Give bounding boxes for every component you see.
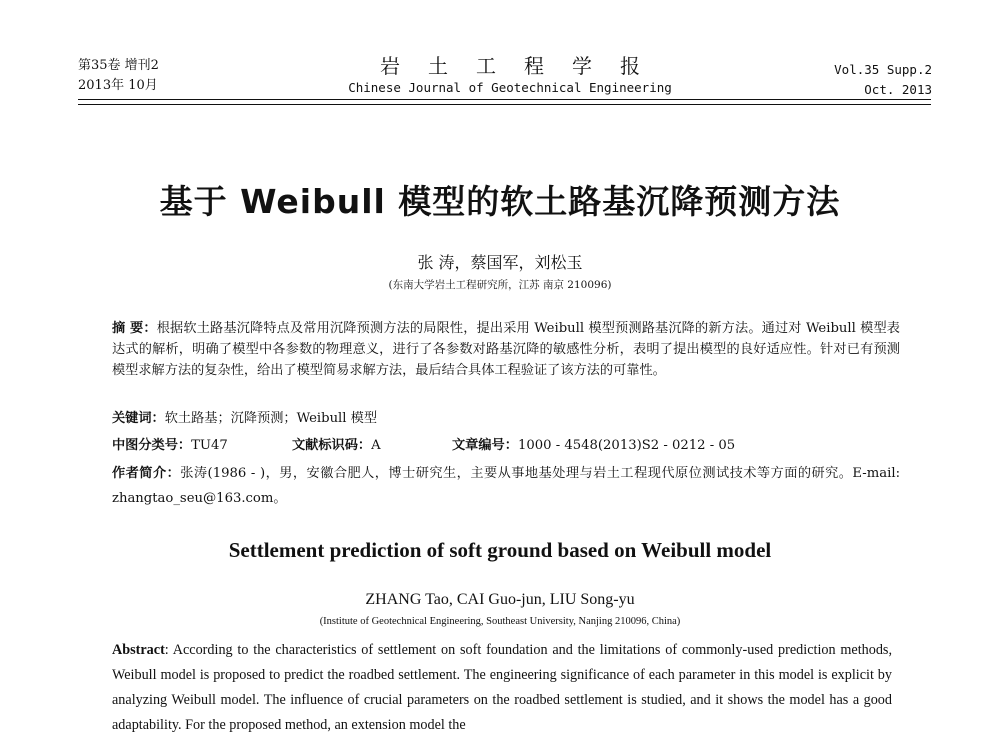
classification-line (112, 435, 735, 456)
author-bio (112, 461, 900, 511)
article-value: 1000 - 4548(2013)S2 - 0212 - 05 (517, 438, 736, 453)
abstract-en-label: Abstract (112, 642, 165, 658)
paper-title-en: Settlement prediction of soft ground based on Weibull model (228, 538, 772, 562)
volume-supp-en: Vol.35 Supp.2 (834, 62, 932, 77)
issue-date: 2013年 10月 (78, 78, 158, 93)
volume-issue-info (78, 56, 159, 96)
abstract-en-text: : According to the characteristics of settlement on soft foundation and the limitations of commonly-used prediction methods, Weibull model is proposed to predict the roadbed settlement. The engineering significance of each parameter in this model is explicit by analyzing Weibull model. The influence of crucial parameters on the roadbed settlement is studied, and it shows the model has a good adaptability. For the proposed method, an extension model the (112, 642, 892, 733)
authors-cn: 张 涛，蔡国军，刘松玉 (417, 253, 583, 272)
header-rule-thin (78, 104, 931, 105)
affiliation-en: (Institute of Geotechnical Engineering, Southeast University, Nanjing 210096, China) (319, 616, 681, 627)
doc-value: A (371, 438, 381, 453)
authors-en: ZHANG Tao, CAI Guo-jun, LIU Song-yu (365, 591, 635, 608)
doc-code (292, 435, 452, 456)
bio-label: 作者简介： (112, 466, 181, 481)
keywords-cn-label: 关键词： (112, 411, 165, 426)
abstract-en (112, 638, 892, 738)
affiliation-cn: (东南大学岩土工程研究所，江苏 南京 210096) (388, 279, 612, 291)
doc-label: 文献标识码： (292, 438, 372, 453)
volume-issue: 第35卷 增刊2 (78, 58, 159, 73)
article-label: 文章编号： (452, 438, 518, 453)
header-rule-thick (78, 99, 931, 100)
date-en: Oct. 2013 (864, 82, 932, 97)
clc-value: TU47 (191, 438, 228, 453)
keywords-cn-text: 软土路基；沉降预测；Weibull 模型 (164, 411, 378, 426)
keywords-cn (112, 408, 377, 429)
abstract-cn-label: 摘 要： (112, 321, 157, 336)
article-number (452, 435, 735, 456)
journal-name (330, 54, 690, 95)
journal-name-en: Chinese Journal of Geotechnical Engineering (348, 80, 672, 95)
clc-code (112, 435, 292, 456)
journal-name-cn: 岩土工程学报 (380, 54, 668, 78)
abstract-cn (112, 318, 900, 381)
paper-title-cn: 基于 Weibull 模型的软土路基沉降预测方法 (159, 182, 841, 221)
bio-text: 张涛(1986 - )，男，安徽合肥人，博士研究生，主要从事地基处理与岩土工程现代原位测试技术等方面的研究。E-mail: zhangtao_seu@163.com。 (112, 466, 901, 506)
abstract-cn-text: 根据软土路基沉降特点及常用沉降预测方法的局限性，提出采用 Weibull 模型预测路基沉降的新方法。通过对 Weibull 模型表达式的解析，明确了模型中各参数的物理意义，进行了各参数对路基沉降的敏感性分析，表明了提出模型的良好适应性。针对已有预测模型求解方法的复杂性，给出了模型简易求解方法，最后结合具体工程验证了该方法的可靠性。 (112, 321, 900, 378)
volume-issue-en (834, 60, 932, 100)
clc-label: 中图分类号： (112, 438, 192, 453)
